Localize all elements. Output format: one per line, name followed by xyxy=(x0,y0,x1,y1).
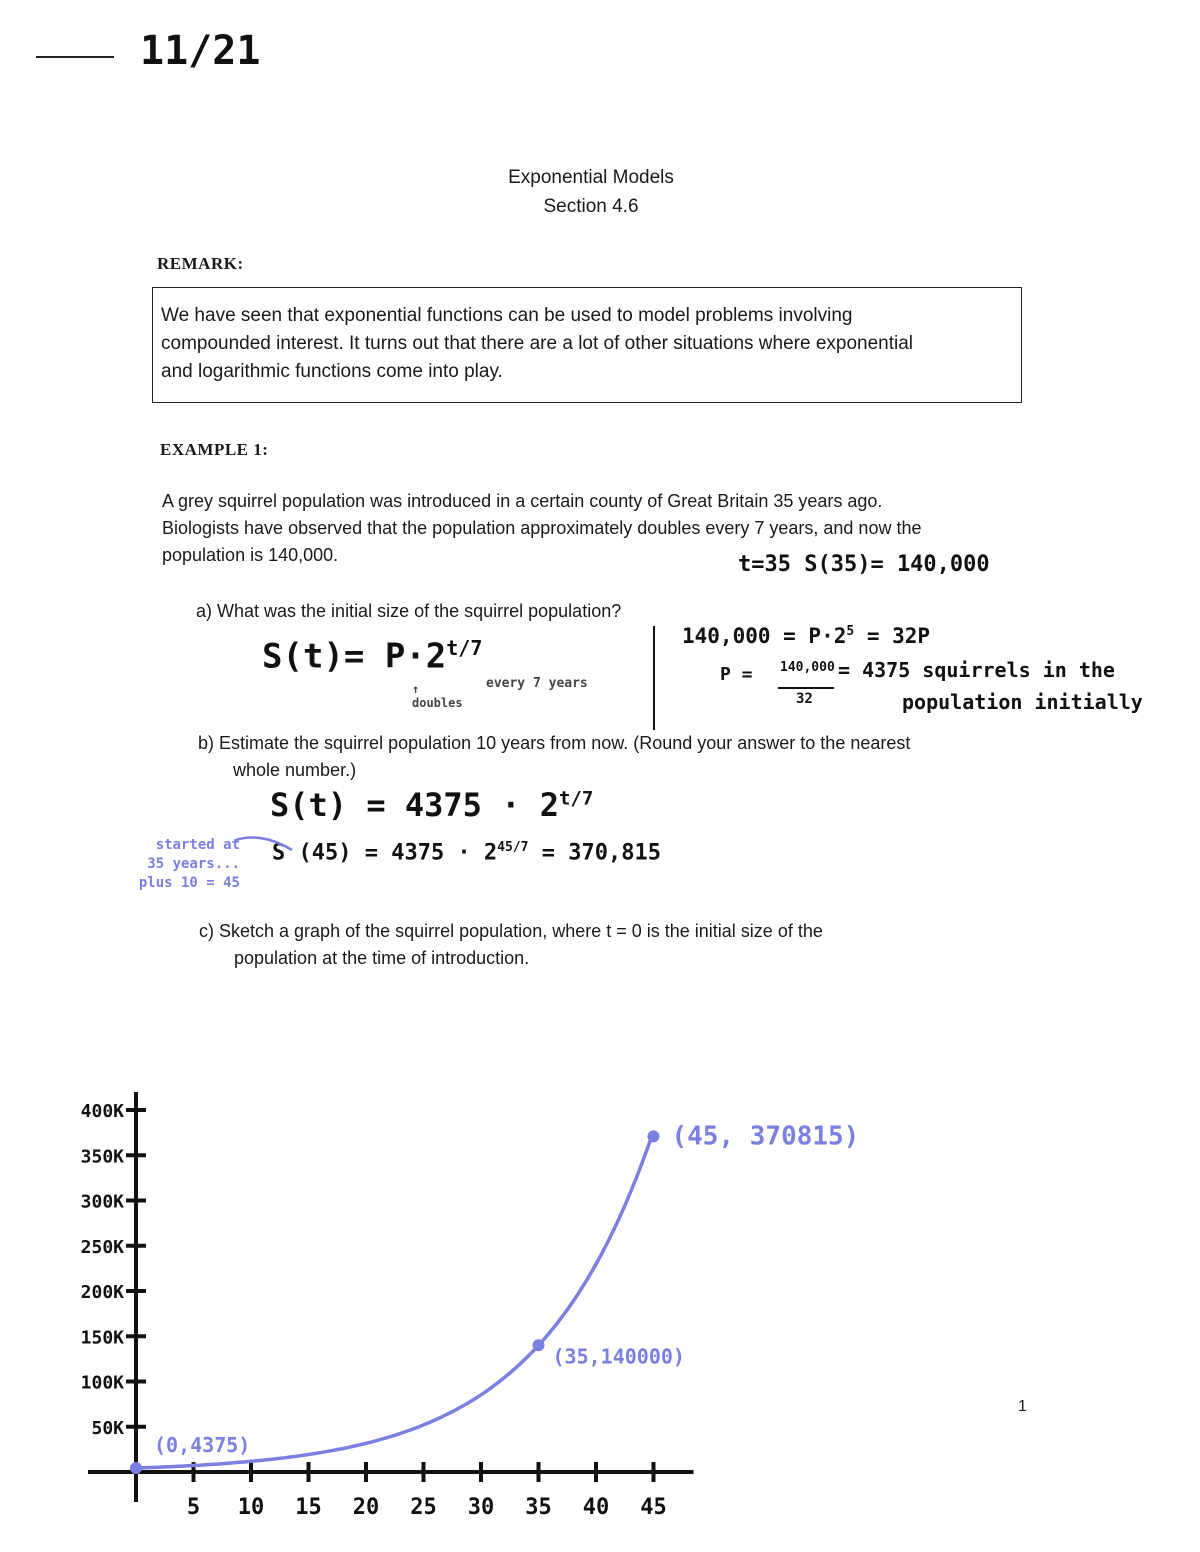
work-fraction-den: 32 xyxy=(796,691,813,707)
remark-line: compounded interest. It turns out that there are a lot of other situations where exponential xyxy=(161,333,914,354)
graph-ticks xyxy=(81,1101,667,1520)
population-curve xyxy=(136,1131,654,1468)
y-tick-label: 50K xyxy=(91,1417,124,1439)
model-a-base: S(t)= P·2 xyxy=(262,636,447,677)
work-line-1-exp: 5 xyxy=(846,624,855,639)
side-note-line: plus 10 = 45 xyxy=(138,875,240,891)
date-handwritten: 11/21 xyxy=(140,28,261,74)
example-line: population is 140,000. xyxy=(162,545,339,565)
example-line: Biologists have observed that the population approximately doubles every 7 years, and now the xyxy=(162,518,922,538)
data-point-label: (35,140000) xyxy=(552,1344,685,1369)
question-c-line1: c) Sketch a graph of the squirrel population, where t = 0 is the initial size of the xyxy=(199,921,823,941)
side-note-line: 35 years... xyxy=(147,856,240,872)
x-tick-label: 40 xyxy=(582,1495,610,1520)
y-tick-label: 350K xyxy=(80,1146,124,1168)
work-fraction-num: 140,000 xyxy=(780,660,835,675)
calc-b-end: = 370,815 xyxy=(528,840,661,866)
y-tick-label: 300K xyxy=(80,1191,124,1213)
note-doubles: ↑ doubles xyxy=(412,682,463,710)
y-tick-label: 200K xyxy=(80,1282,124,1303)
side-note-line: started at xyxy=(155,837,240,853)
calc-b-exponent: 45/7 xyxy=(497,840,529,855)
page-subtitle: Section 4.6 xyxy=(543,196,639,217)
work-result-2: population initially xyxy=(902,690,1143,714)
model-b-base: S(t) = 4375 · 2 xyxy=(270,786,559,824)
remark-heading: REMARK: xyxy=(157,254,244,273)
x-tick-label: 10 xyxy=(237,1495,265,1520)
data-point xyxy=(533,1339,545,1351)
graph-point-layer xyxy=(130,1121,859,1474)
data-point xyxy=(130,1462,142,1474)
data-point-label: (45, 370815) xyxy=(671,1121,860,1152)
note-every: every 7 years xyxy=(486,676,588,691)
y-tick-label: 250K xyxy=(80,1236,124,1258)
work-result: = 4375 squirrels in the xyxy=(838,658,1115,682)
calc-b-base: S (45) = 4375 · 2 xyxy=(272,840,498,866)
given-note: t=35 S(35)= 140,000 xyxy=(738,552,990,577)
page-title: Exponential Models xyxy=(508,167,674,188)
work-line-1-text: 140,000 = P·2 xyxy=(682,624,847,648)
graph-curve-layer xyxy=(136,1131,654,1468)
note-doubles-text: doubles xyxy=(412,696,463,710)
example-line: A grey squirrel population was introduced in a certain county of Great Britain 35 years ago. xyxy=(162,491,883,511)
x-tick-label: 45 xyxy=(640,1495,667,1520)
question-a: a) What was the initial size of the squirrel population? xyxy=(196,601,622,621)
x-tick-label: 20 xyxy=(352,1495,380,1520)
x-tick-label: 35 xyxy=(525,1495,552,1520)
question-b-line1: b) Estimate the squirrel population 10 years from now. (Round your answer to the nearest xyxy=(198,733,911,753)
y-tick-label: 100K xyxy=(80,1372,124,1394)
data-point xyxy=(648,1130,660,1142)
y-tick-label: 150K xyxy=(80,1327,124,1349)
work-p-lhs: P = xyxy=(720,664,753,685)
y-tick-label: 400K xyxy=(80,1101,124,1122)
model-a-exponent: t/7 xyxy=(446,636,483,660)
remark-line: and logarithmic functions come into play. xyxy=(161,361,503,382)
work-line-1-end: = 32P xyxy=(854,624,931,648)
x-tick-label: 15 xyxy=(295,1495,322,1520)
x-tick-label: 30 xyxy=(467,1495,495,1520)
page-number: 1 xyxy=(1018,1398,1027,1415)
model-b-exponent: t/7 xyxy=(558,787,594,810)
question-c-line2: population at the time of introduction. xyxy=(234,948,530,968)
x-tick-label: 25 xyxy=(410,1495,437,1520)
data-point-label: (0,4375) xyxy=(154,1433,251,1458)
x-tick-label: 5 xyxy=(186,1495,201,1520)
remark-line: We have seen that exponential functions can be used to model problems involving xyxy=(161,305,853,326)
example-heading: EXAMPLE 1: xyxy=(160,440,269,459)
question-b-line2: whole number.) xyxy=(233,760,357,780)
